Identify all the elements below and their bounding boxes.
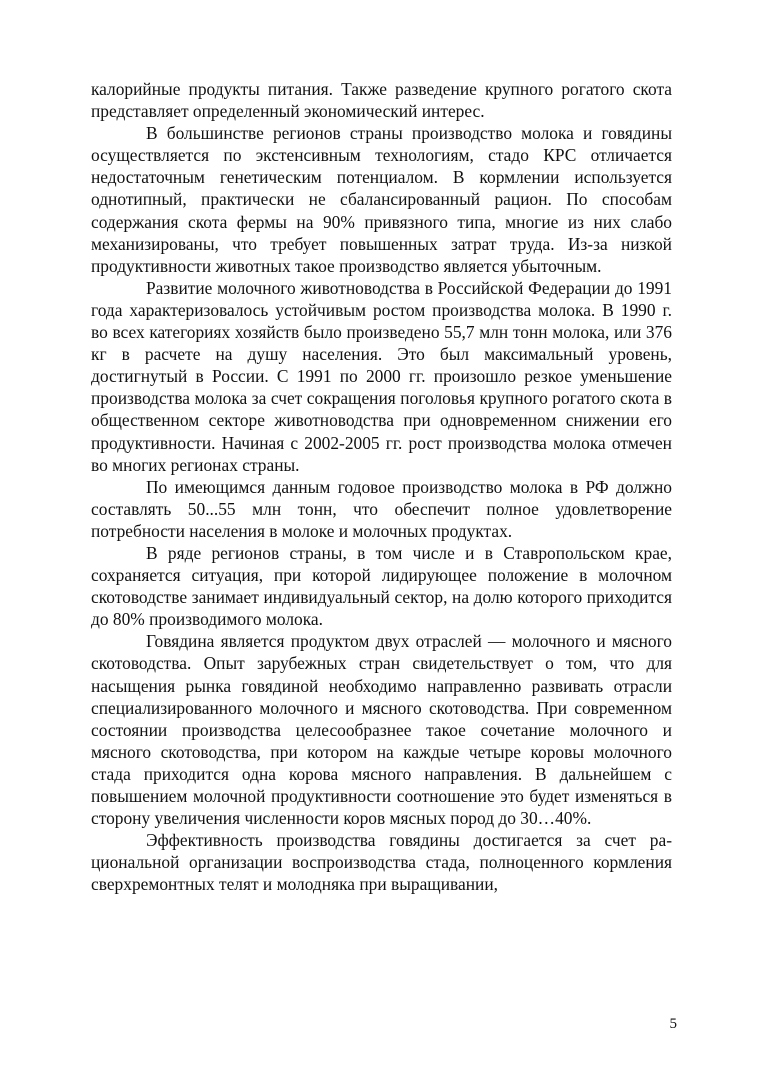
page-number: 5 [669, 1016, 677, 1032]
paragraph-beef-efficiency: Эффективность производства говядины достигается за счет рациональной организации воспроизводства стада, полноценного кормления сверхремонтных телят и молодняка при выращивании, [91, 830, 672, 895]
paragraph-annual-production: По имеющимся данным годовое производство молока в РФ должно составлять 50...55 млн тонн, что обеспечит полное удовлетворение потребности населения в молоке и молочных продуктах. [91, 476, 672, 541]
paragraph-regional-sector: В ряде регионов страны, в том числе и в Ставропольском крае, сохраняется ситуация, при которой лидирующее положение в молочном скотоводстве занимает индивидуальный сектор, на долю которого приходится до 80% производимого молока. [91, 542, 672, 630]
paragraph-beef-industries: Говядина является продуктом двух отраслей — молочного и мясного скотоводства. Опыт зарубежных стран свидетельствует о том, что для насыщения рынка говядиной необходимо направленно развивать отрасли специализированного молочного и мясного скотоводства. При современном состоянии производства целесообразнее такое сочетание молочного и мясного скотоводства, при котором на каждые четыре коровы молочного стада приходится одна корова мясного направления. В дальнейшем с повышением молочной продуктивности соотношение это будет изменяться в сторону увеличения численности коров мясных пород до 30…40%. [91, 631, 672, 829]
paragraph-continuation: калорийные продукты питания. Также разведение крупного рогатого скота представляет определенный экономический интерес. [91, 79, 672, 122]
paragraph-extensive-technologies: В большинстве регионов страны производство молока и говядины осуществляется по экстенсивным технологиям, стадо КРС отличается недостаточным генетическим потенциалом. В кормлении используется однотипный, практически не сбалансированный рацион. По способам содержания скота фермы на 90% привязного типа, многие из них слабо механизированы, что требует повышенных затрат труда. Из-за низкой продуктивности животных такое производство является убыточным. [91, 123, 672, 276]
document-page [91, 78, 672, 895]
paragraph-dairy-history: Развитие молочного животноводства в Российской Федерации до 1991 года характеризовалось устойчивым ростом производства молока. В 1990 г. во всех категориях хозяйств было произведено 55,7 млн тонн молока, или 376 кг в расчете на душу населения. Это был максимальный уровень, достигнутый в России. С 1991 по 2000 гг. произошло резкое уменьшение производства молока за счет сокращения поголовья крупного рогатого скота в общественном секторе животноводства при одновременном снижении его продуктивности. Начиная с 2002-2005 гг. рост производства молока отмечен во многих регионах страны. [91, 277, 672, 475]
